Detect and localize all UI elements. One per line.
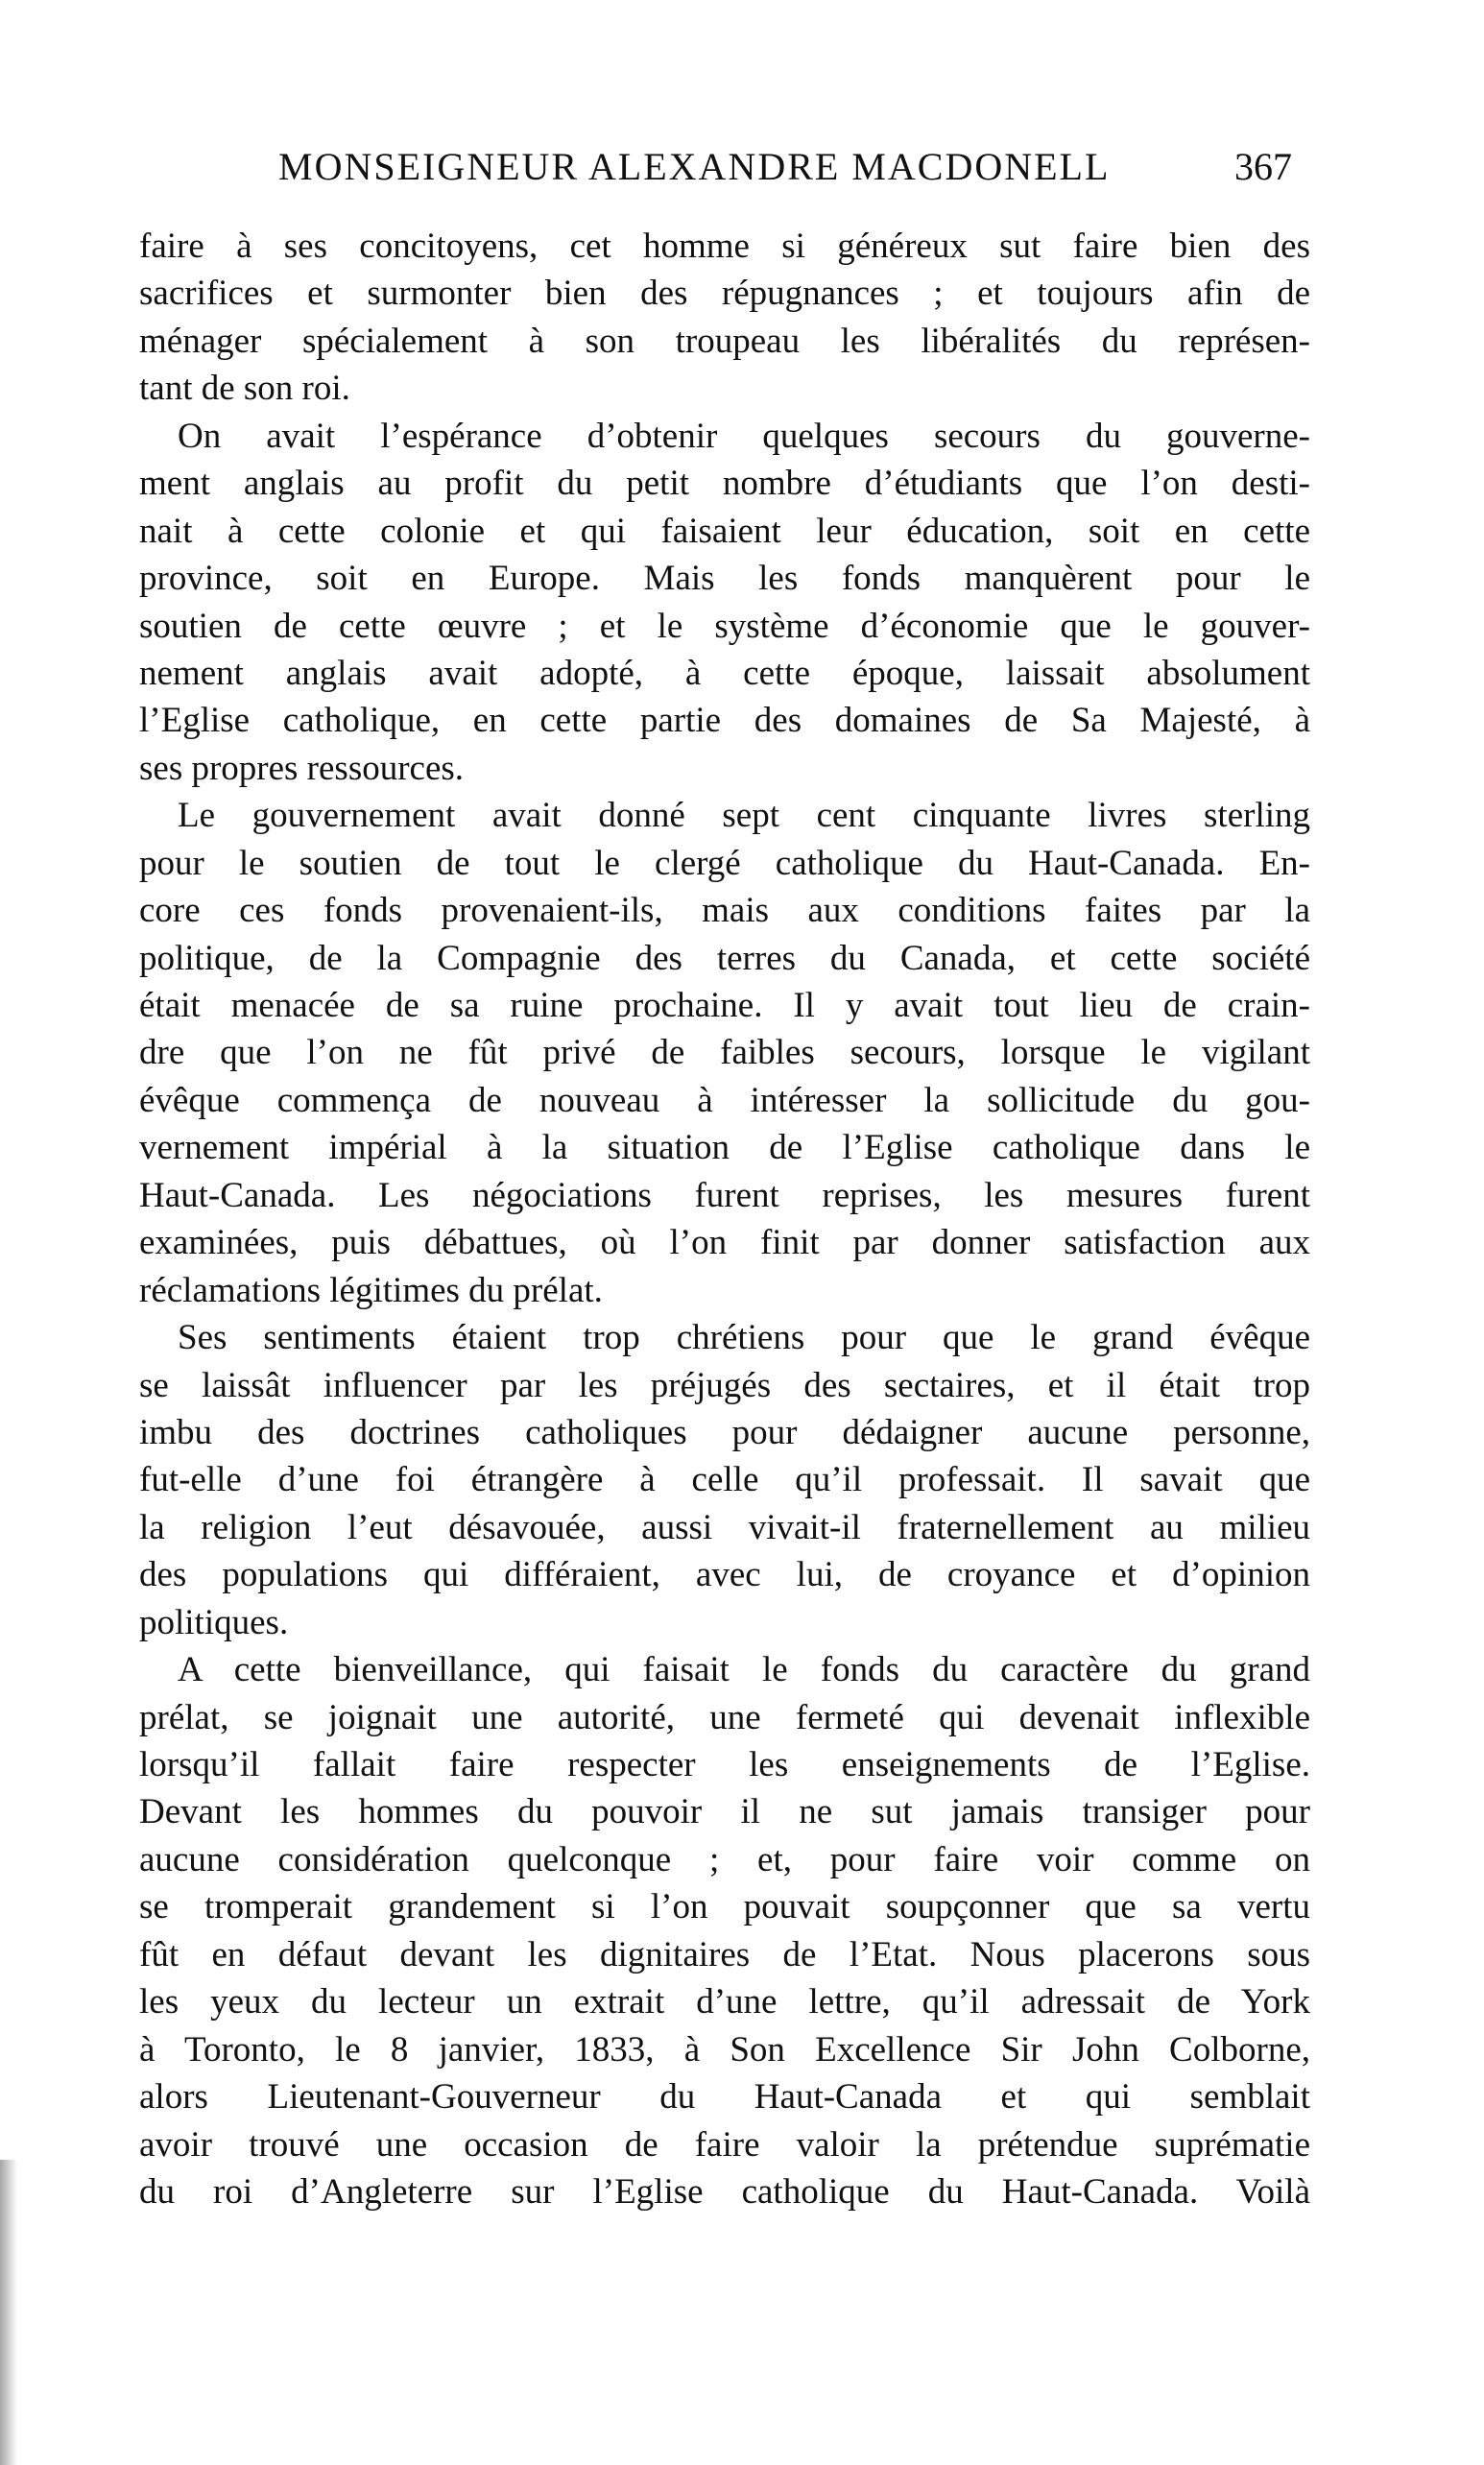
scan-edge-shadow (0, 2160, 17, 2465)
text-line: core ces fonds provenaient-ils, mais aux conditions faites par la (139, 891, 1310, 931)
text-line: était menacée de sa ruine prochaine. Il y avait tout lieu de crain- (139, 986, 1310, 1025)
text-line: On avait l’espérance d’obtenir quelques secours du gouverne- (178, 416, 1310, 456)
text-line: sacrifices et surmonter bien des répugnances ; et toujours afin de (139, 274, 1310, 314)
text-line: aucune considération quelconque ; et, pour faire voir comme on (139, 1839, 1310, 1879)
text-line: se tromperait grandement si l’on pouvait soupçonner que sa vertu (139, 1887, 1310, 1927)
text-line: ment anglais au profit du petit nombre d’étudiants que l’on desti- (139, 464, 1310, 504)
text-line: Devant les hommes du pouvoir il ne sut jamais transiger pour (139, 1792, 1310, 1832)
text-line: politiques. (139, 1602, 289, 1642)
text-line: alors Lieutenant-Gouverneur du Haut-Canada et qui semblait (139, 2077, 1310, 2118)
text-line: à Toronto, le 8 janvier, 1833, à Son Excellence Sir John Colborne, (139, 2029, 1310, 2070)
text-line: fut-elle d’une foi étrangère à celle qu’il professait. Il savait que (139, 1460, 1310, 1500)
text-line: se laissât influencer par les préjugés des sectaires, et il était trop (139, 1365, 1310, 1405)
text-line: vernement impérial à la situation de l’Eglise catholique dans le (139, 1128, 1310, 1168)
text-line: tant de son roi. (139, 369, 350, 409)
text-line: du roi d’Angleterre sur l’Eglise catholique du Haut-Canada. Voilà (139, 2171, 1310, 2212)
text-line: politique, de la Compagnie des terres du Canada, et cette société (139, 938, 1310, 978)
text-line: avoir trouvé une occasion de faire valoir la prétendue suprématie (139, 2124, 1310, 2165)
text-line: soutien de cette œuvre ; et le système d’économie que le gouver- (139, 606, 1310, 646)
text-line: l’Eglise catholique, en cette partie des domaines de Sa Majesté, à (139, 701, 1310, 741)
body-text (139, 223, 1310, 2215)
text-line: lorsqu’il fallait faire respecter les enseignements de l’Eglise. (139, 1745, 1310, 1784)
text-line: A cette bienveillance, qui faisait le fonds du caractère du grand (178, 1650, 1310, 1690)
text-line: ménager spécialement à son troupeau les libéralités du représen- (139, 321, 1310, 361)
text-line: dre que l’on ne fût privé de faibles secours, lorsque le vigilant (139, 1033, 1310, 1073)
text-line: fût en défaut devant les dignitaires de l’Etat. Nous placerons sous (139, 1934, 1310, 1974)
page-number: 367 (1234, 145, 1292, 188)
text-line: la religion l’eut désavouée, aussi vivait-il fraternellement au milieu (139, 1507, 1310, 1547)
text-line: Le gouvernement avait donné sept cent cinquante livres sterling (178, 796, 1310, 836)
text-line: imbu des doctrines catholiques pour dédaigner aucune personne, (139, 1412, 1310, 1452)
text-line: pour le soutien de tout le clergé catholique du Haut-Canada. En- (139, 843, 1310, 883)
text-line: évêque commença de nouveau à intéresser la sollicitude du gou- (139, 1080, 1310, 1120)
text-line: Haut-Canada. Les négociations furent reprises, les mesures furent (139, 1175, 1310, 1215)
text-line: prélat, se joignait une autorité, une fermeté qui devenait inflexible (139, 1697, 1310, 1737)
text-line: ses propres ressources. (139, 748, 465, 788)
running-title: MONSEIGNEUR ALEXANDRE MACDONELL (278, 145, 1111, 188)
text-line: examinées, puis débattues, où l’on finit par donner satisfaction aux (139, 1223, 1310, 1263)
page-header (278, 144, 1292, 202)
text-line: réclamations légitimes du prélat. (139, 1270, 603, 1310)
text-line: Ses sentiments étaient trop chrétiens pour que le grand évêque (178, 1318, 1310, 1358)
text-line: les yeux du lecteur un extrait d’une lettre, qu’il adressait de York (139, 1982, 1310, 2022)
text-line: nait à cette colonie et qui faisaient leur éducation, soit en cette (139, 511, 1310, 551)
text-line: province, soit en Europe. Mais les fonds manquèrent pour le (139, 559, 1310, 599)
text-line: nement anglais avait adopté, à cette époque, laissait absolument (139, 653, 1310, 693)
text-line: faire à ses concitoyens, cet homme si généreux sut faire bien des (139, 227, 1310, 266)
text-line: des populations qui différaient, avec lui, de croyance et d’opinion (139, 1555, 1310, 1595)
